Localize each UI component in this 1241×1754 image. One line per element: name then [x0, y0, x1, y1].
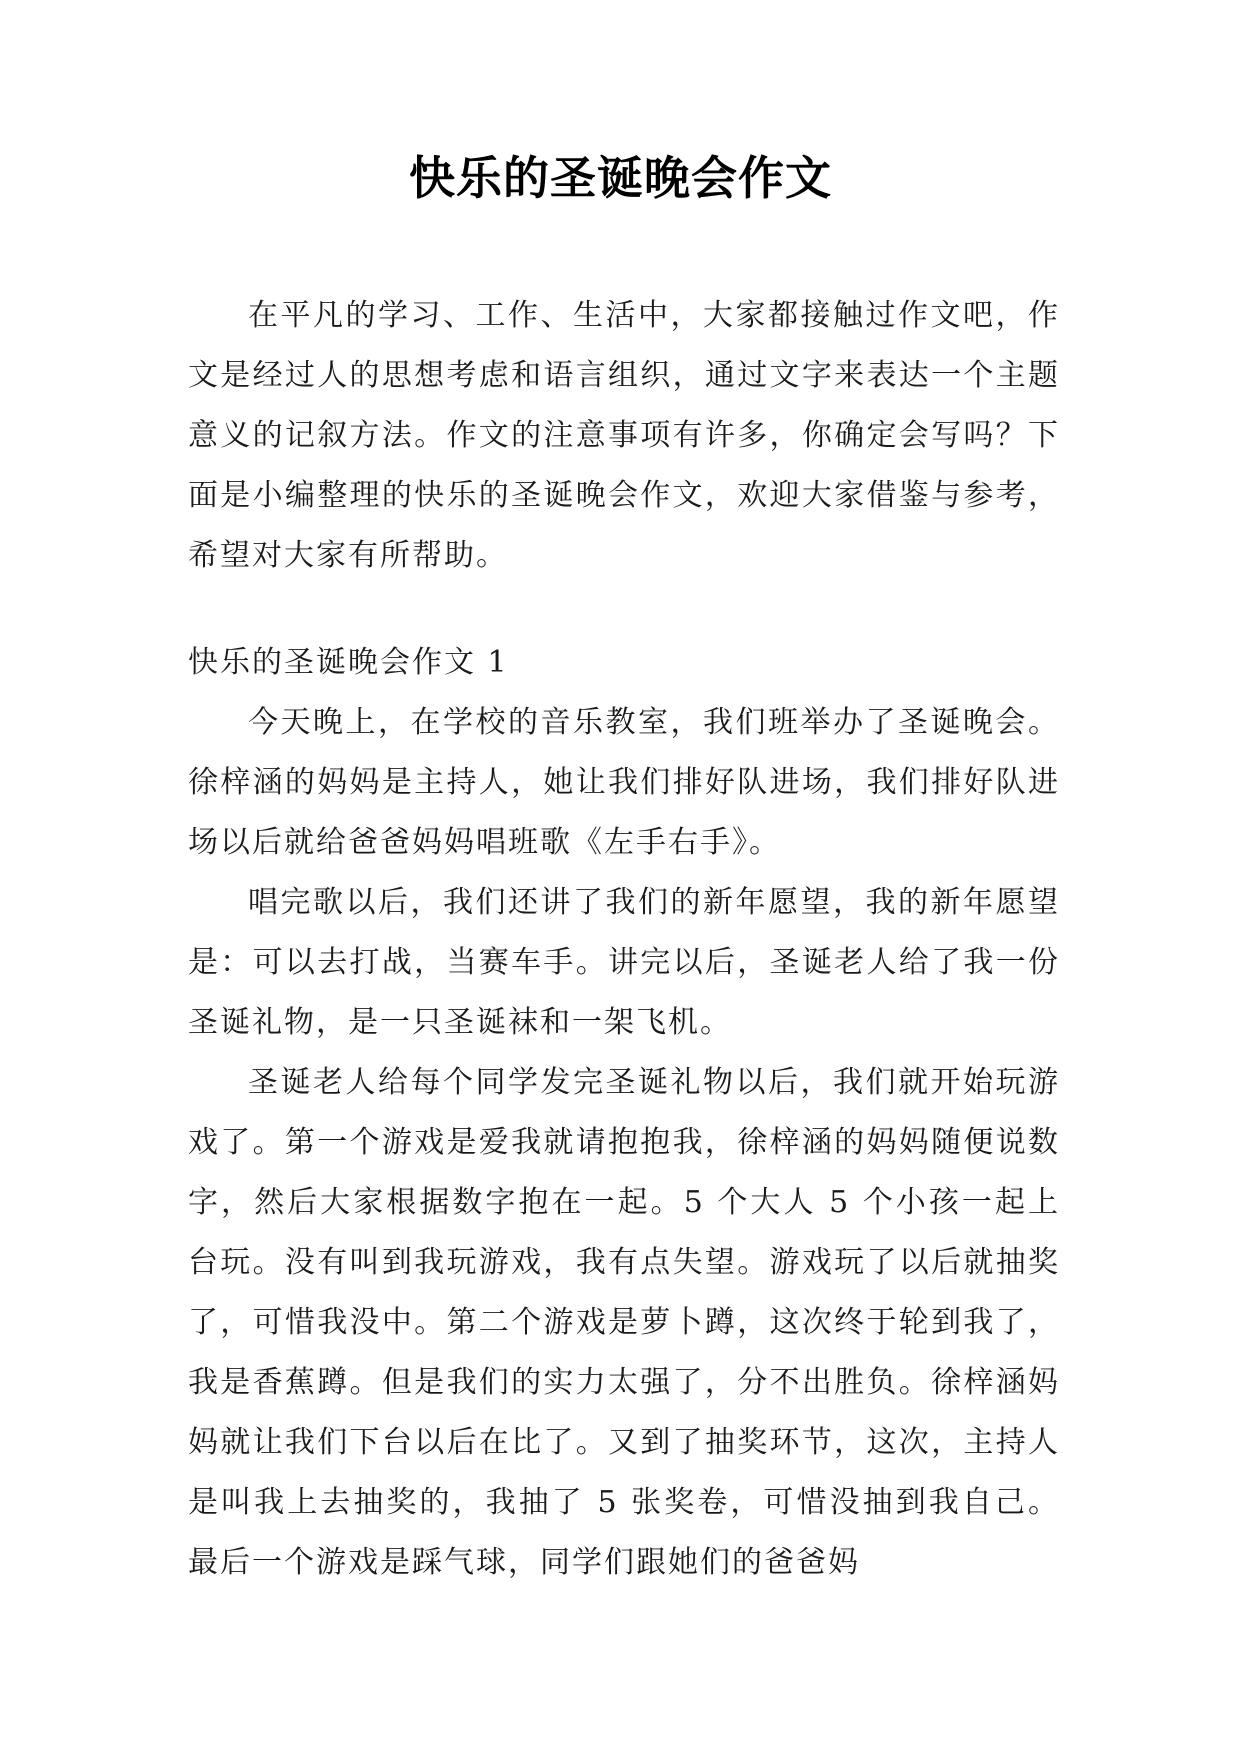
intro-paragraph: 在平凡的学习、工作、生活中，大家都接触过作文吧，作文是经过人的思想考虑和语言组织，通过文字来表达一个主题意义的记叙方法。作文的注意事项有许多，你确定会写吗？下面是小编整理的快乐的圣诞晚会作文，欢迎大家借鉴与参考，希望对大家有所帮助。 — [188, 298, 1060, 573]
intro-block — [188, 286, 1060, 586]
essay-section-1 — [188, 633, 1060, 1593]
body-paragraph: 圣诞老人给每个同学发完圣诞礼物以后，我们就开始玩游戏了。第一个游戏是爱我就请抱抱我，徐梓涵的妈妈随便说数字，然后大家根据数字抱在一起。5 个大人 5 个小孩一起上台玩。没有叫到我玩游戏，我有点失望。游戏玩了以后就抽奖了，可惜我没中。第二个游戏是萝卜蹲，这次终于轮到我了，我是香蕉蹲。但是我们的实力太强了，分不出胜负。徐梓涵妈妈就让我们下台以后在比了。又到了抽奖环节，这次，主持人是叫我上去抽奖的，我抽了 5 张奖卷，可惜没抽到我自己。最后一个游戏是踩气球，同学们跟她们的爸爸妈 — [188, 1065, 1060, 1580]
body-paragraph: 唱完歌以后，我们还讲了我们的新年愿望，我的新年愿望是：可以去打战，当赛车手。讲完以后，圣诞老人给了我一份圣诞礼物，是一只圣诞袜和一架飞机。 — [188, 885, 1060, 1040]
body-paragraph: 今天晚上，在学校的音乐教室，我们班举办了圣诞晚会。徐梓涵的妈妈是主持人，她让我们排好队进场，我们排好队进场以后就给爸爸妈妈唱班歌《左手右手》。 — [188, 705, 1060, 860]
section-heading: 快乐的圣诞晚会作文 1 — [188, 645, 509, 680]
document-title: 快乐的圣诞晚会作文 — [409, 151, 832, 205]
